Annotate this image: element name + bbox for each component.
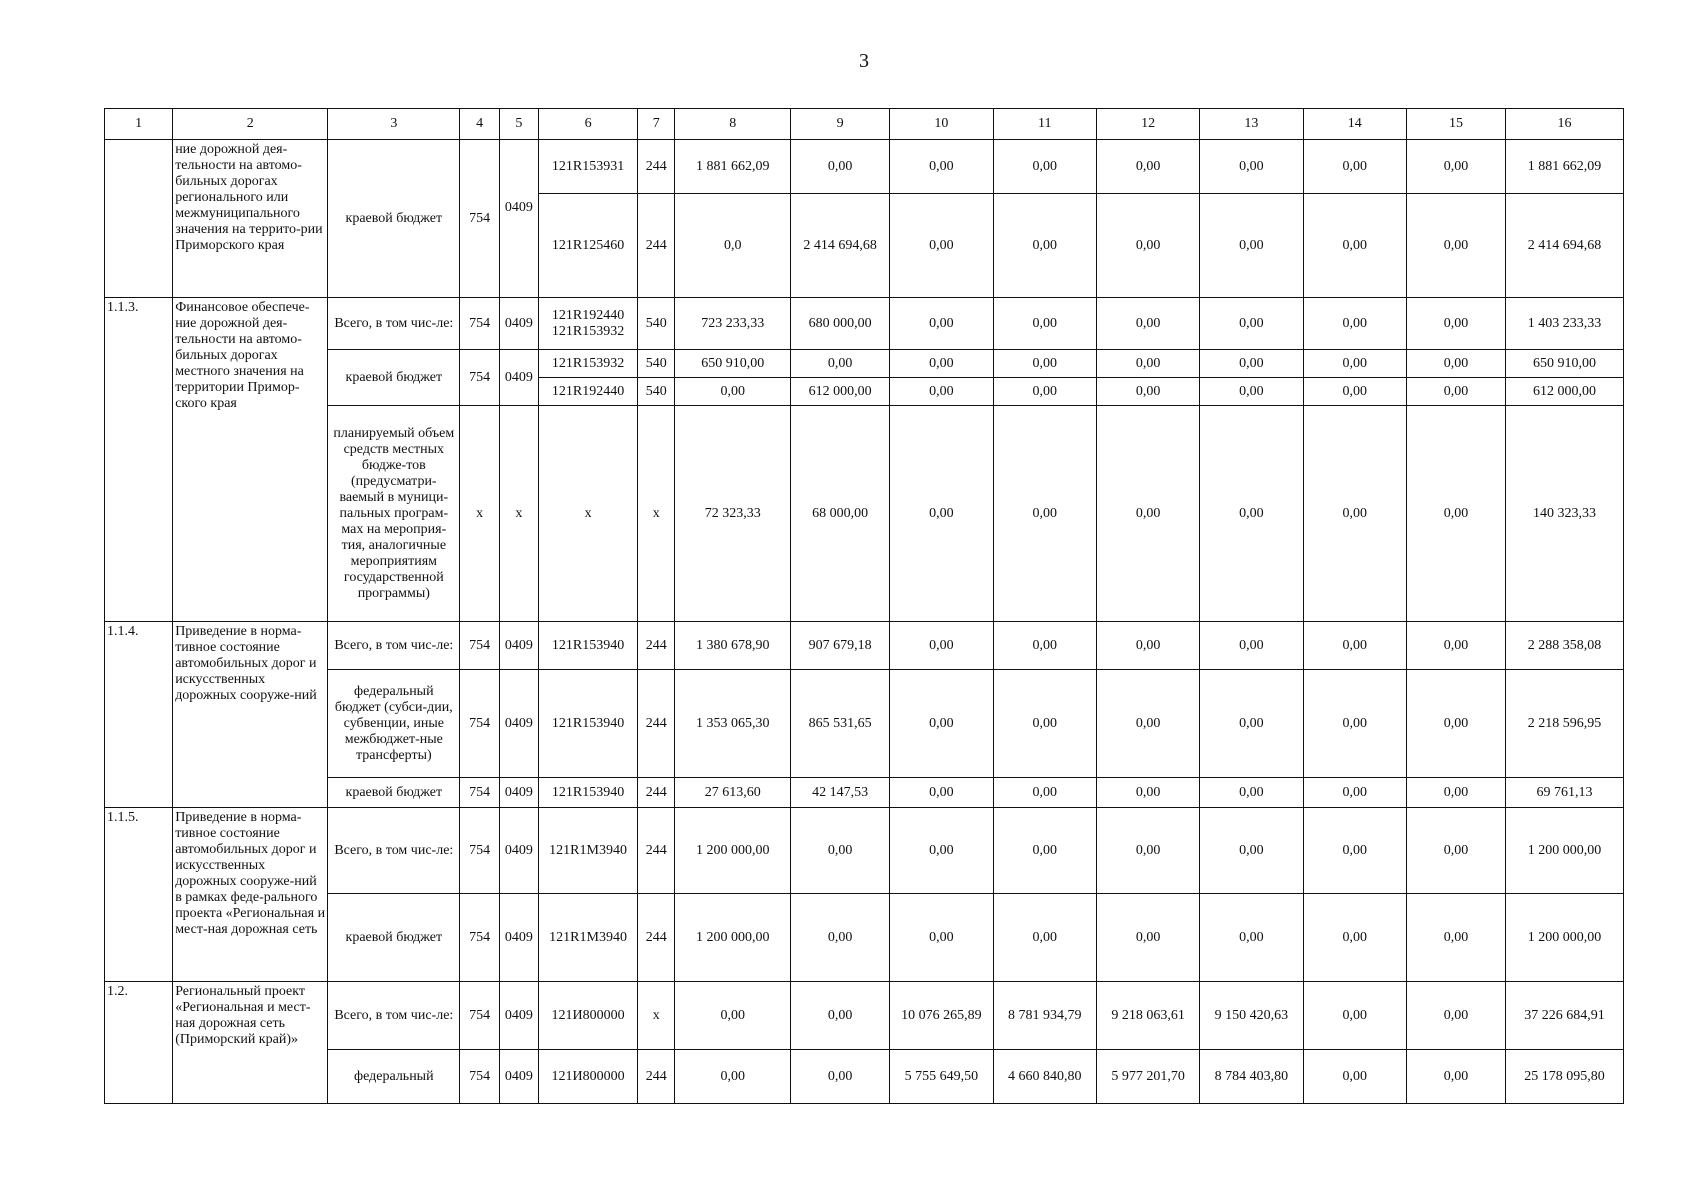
cell-value: 0,00 <box>791 1050 890 1104</box>
cell-value: 0,00 <box>1303 670 1406 778</box>
cell-value: 0,00 <box>1406 1050 1505 1104</box>
cell-value: 4 660 840,80 <box>993 1050 1096 1104</box>
cell-value: 0,00 <box>1303 378 1406 406</box>
cell-c5: 0409 <box>499 670 538 778</box>
cell-c4: 754 <box>460 670 499 778</box>
cell-code: 121R153940 <box>538 778 637 808</box>
cell-code <box>538 298 637 350</box>
cell-value: 0,00 <box>1200 350 1303 378</box>
header-cell: 12 <box>1096 109 1199 140</box>
funding-source: федеральный бюджет (субси-дии, субвенции, иные межбюджет-ные трансферты) <box>328 670 460 778</box>
cell-c5: x <box>499 406 538 622</box>
cell-value: 723 233,33 <box>675 298 791 350</box>
header-cell: 10 <box>890 109 993 140</box>
cell-value: 0,00 <box>890 140 993 194</box>
cell-value: 865 531,65 <box>791 670 890 778</box>
cell-c5: 0409 <box>499 350 538 406</box>
code-line: 121R192440 <box>551 307 625 323</box>
cell-value: 0,00 <box>675 378 791 406</box>
table-row <box>105 406 1624 622</box>
cell-value: 0,00 <box>1303 194 1406 298</box>
cell-code: 121R192440 <box>538 378 637 406</box>
cell-code: 121И800000 <box>538 1050 637 1104</box>
header-cell: 2 <box>173 109 328 140</box>
cell-value: 0,00 <box>1200 140 1303 194</box>
cell-code: 121R153940 <box>538 670 637 778</box>
cell-value: 0,00 <box>1200 378 1303 406</box>
cell-value: 0,00 <box>1303 140 1406 194</box>
cell-total: 612 000,00 <box>1506 378 1624 406</box>
cell-value: 9 150 420,63 <box>1200 982 1303 1050</box>
cell-value: 0,00 <box>1406 194 1505 298</box>
cell-value: 0,00 <box>675 982 791 1050</box>
table-row <box>105 622 1624 670</box>
cell-value: 5 977 201,70 <box>1096 1050 1199 1104</box>
cell-value: 0,00 <box>1303 778 1406 808</box>
cell-value: 5 755 649,50 <box>890 1050 993 1104</box>
cell-total: 140 323,33 <box>1506 406 1624 622</box>
cell-c4: 754 <box>460 140 499 298</box>
cell-total: 2 218 596,95 <box>1506 670 1624 778</box>
header-cell: 9 <box>791 109 890 140</box>
cell-value: 0,00 <box>993 808 1096 894</box>
cell-value: 0,00 <box>1096 894 1199 982</box>
cell-value: 0,00 <box>1200 670 1303 778</box>
cell-value: 27 613,60 <box>675 778 791 808</box>
header-row <box>105 109 1624 140</box>
header-cell: 8 <box>675 109 791 140</box>
table-row <box>105 894 1624 982</box>
cell-c7: 244 <box>638 140 675 194</box>
cell-code: 121R1M3940 <box>538 894 637 982</box>
cell-c7: 244 <box>638 894 675 982</box>
cell-value: 680 000,00 <box>791 298 890 350</box>
cell-value: 0,00 <box>890 894 993 982</box>
cell-value: 0,00 <box>1096 406 1199 622</box>
header-cell: 6 <box>538 109 637 140</box>
funding-source: краевой бюджет <box>328 778 460 808</box>
cell-c7: 244 <box>638 1050 675 1104</box>
table-row <box>105 778 1624 808</box>
cell-c4: 754 <box>460 808 499 894</box>
cell-value: 0,00 <box>1200 808 1303 894</box>
cell-value: 0,00 <box>1303 406 1406 622</box>
cell-total: 69 761,13 <box>1506 778 1624 808</box>
cell-c5: 0409 <box>499 982 538 1050</box>
funding-source: краевой бюджет <box>328 140 460 298</box>
cell-value: 0,00 <box>1406 808 1505 894</box>
header-cell: 13 <box>1200 109 1303 140</box>
header-cell: 1 <box>105 109 173 140</box>
cell-value: 0,00 <box>1406 894 1505 982</box>
cell-total: 1 200 000,00 <box>1506 894 1624 982</box>
cell-value: 0,00 <box>791 808 890 894</box>
header-cell: 14 <box>1303 109 1406 140</box>
cell-value: 0,00 <box>890 670 993 778</box>
budget-table <box>104 108 1624 1104</box>
cell-value: 68 000,00 <box>791 406 890 622</box>
cell-value: 0,00 <box>993 406 1096 622</box>
table-row <box>105 670 1624 778</box>
table-row <box>105 982 1624 1050</box>
cell-value: 0,00 <box>993 378 1096 406</box>
cell-c5: 0409 <box>499 894 538 982</box>
cell-value: 9 218 063,61 <box>1096 982 1199 1050</box>
cell-value: 0,00 <box>890 378 993 406</box>
cell-c7: 244 <box>638 194 675 298</box>
cell-value: 0,00 <box>1406 982 1505 1050</box>
cell-c7: 244 <box>638 778 675 808</box>
cell-c7: x <box>638 406 675 622</box>
cell-c4: 754 <box>460 894 499 982</box>
header-cell: 15 <box>1406 109 1505 140</box>
cell-value: 0,00 <box>1096 350 1199 378</box>
cell-code: x <box>538 406 637 622</box>
funding-source: Всего, в том чис-ле: <box>328 982 460 1050</box>
funding-source: Всего, в том чис-ле: <box>328 622 460 670</box>
cell-c4: x <box>460 406 499 622</box>
row-name: ние дорожной дея-тельности на автомо-бильных дорогах регионального или межмуниципального значения на террито-рии Приморского края <box>173 140 328 298</box>
cell-value: 650 910,00 <box>675 350 791 378</box>
cell-value: 0,00 <box>993 140 1096 194</box>
row-index: 1.1.4. <box>105 622 173 808</box>
row-name: Приведение в норма-тивное состояние автомобильных дорог и искусственных дорожных сооруже-ний в рамках феде-рального проекта «Региональная и мест-ная дорожная сеть <box>173 808 328 982</box>
table-row <box>105 298 1624 350</box>
cell-value: 0,00 <box>675 1050 791 1104</box>
row-name: Региональный проект «Региональная и мест-ная дорожная сеть (Приморский край)» <box>173 982 328 1104</box>
cell-value: 0,00 <box>791 140 890 194</box>
cell-value: 0,00 <box>890 194 993 298</box>
cell-total: 2 288 358,08 <box>1506 622 1624 670</box>
cell-value: 0,00 <box>1303 808 1406 894</box>
cell-c7: 244 <box>638 808 675 894</box>
header-cell: 5 <box>499 109 538 140</box>
cell-value: 0,00 <box>890 622 993 670</box>
cell-value: 1 200 000,00 <box>675 894 791 982</box>
cell-c5: 0409 <box>499 1050 538 1104</box>
cell-value: 0,00 <box>1406 378 1505 406</box>
funding-source: планируемый объем средств местных бюдже-тов (предусматри-ваемый в муници-пальных програм-мах на мероприя-тия, аналогичные мероприятиям государственной программы) <box>328 406 460 622</box>
header-cell: 16 <box>1506 109 1624 140</box>
cell-value: 907 679,18 <box>791 622 890 670</box>
cell-c5: 0409 <box>499 778 538 808</box>
cell-value: 0,00 <box>890 808 993 894</box>
cell-value: 0,00 <box>1096 194 1199 298</box>
cell-c7: 540 <box>638 378 675 406</box>
cell-value: 0,00 <box>890 350 993 378</box>
cell-value: 1 380 678,90 <box>675 622 791 670</box>
header-cell: 7 <box>638 109 675 140</box>
cell-value: 0,00 <box>1406 778 1505 808</box>
cell-c4: 754 <box>460 350 499 406</box>
cell-c4: 754 <box>460 1050 499 1104</box>
cell-c5: 0409 <box>499 808 538 894</box>
cell-c5: 0409 <box>499 298 538 350</box>
cell-value: 0,00 <box>1200 406 1303 622</box>
cell-value: 0,00 <box>1303 350 1406 378</box>
page-number: 3 <box>859 50 869 72</box>
cell-code: 121R153931 <box>538 140 637 194</box>
cell-value: 0,00 <box>993 194 1096 298</box>
cell-total: 2 414 694,68 <box>1506 194 1624 298</box>
cell-value: 0,00 <box>1096 808 1199 894</box>
cell-value: 0,00 <box>1406 298 1505 350</box>
cell-c4: 754 <box>460 298 499 350</box>
funding-source: краевой бюджет <box>328 894 460 982</box>
row-index: 1.1.3. <box>105 298 173 622</box>
cell-code: 121R125460 <box>538 194 637 298</box>
cell-value: 0,00 <box>1406 140 1505 194</box>
cell-value: 0,00 <box>1303 622 1406 670</box>
cell-value: 0,00 <box>993 298 1096 350</box>
cell-value: 0,00 <box>1096 778 1199 808</box>
cell-c5: 0409 <box>499 622 538 670</box>
cell-value: 0,00 <box>890 298 993 350</box>
cell-value: 0,00 <box>1406 406 1505 622</box>
cell-value: 0,00 <box>890 778 993 808</box>
cell-value: 0,00 <box>1200 298 1303 350</box>
cell-value: 0,00 <box>1406 670 1505 778</box>
cell-value: 0,00 <box>1406 350 1505 378</box>
cell-value: 0,00 <box>1303 1050 1406 1104</box>
cell-value: 2 414 694,68 <box>791 194 890 298</box>
cell-value: 0,00 <box>890 406 993 622</box>
cell-value: 0,00 <box>1096 140 1199 194</box>
header-cell: 11 <box>993 109 1096 140</box>
cell-value: 0,00 <box>993 350 1096 378</box>
cell-c7: 244 <box>638 670 675 778</box>
cell-value: 10 076 265,89 <box>890 982 993 1050</box>
cell-c7: 540 <box>638 350 675 378</box>
cell-code: 121R153940 <box>538 622 637 670</box>
cell-c7: 540 <box>638 298 675 350</box>
table-row <box>105 1050 1624 1104</box>
cell-value: 0,00 <box>1200 894 1303 982</box>
cell-c4: 754 <box>460 982 499 1050</box>
cell-c5: 0409 <box>499 140 538 298</box>
cell-value: 0,00 <box>1096 622 1199 670</box>
cell-total: 25 178 095,80 <box>1506 1050 1624 1104</box>
table-row <box>105 808 1624 894</box>
cell-value: 0,00 <box>1303 894 1406 982</box>
cell-value: 0,00 <box>1096 670 1199 778</box>
funding-source: федеральный <box>328 1050 460 1104</box>
cell-value: 1 353 065,30 <box>675 670 791 778</box>
cell-value: 42 147,53 <box>791 778 890 808</box>
row-index <box>105 140 173 298</box>
cell-value: 0,0 <box>675 194 791 298</box>
cell-value: 0,00 <box>993 894 1096 982</box>
header-cell: 4 <box>460 109 499 140</box>
cell-value: 0,00 <box>791 350 890 378</box>
cell-value: 8 781 934,79 <box>993 982 1096 1050</box>
cell-code: 121И800000 <box>538 982 637 1050</box>
cell-value: 0,00 <box>1200 194 1303 298</box>
cell-total: 37 226 684,91 <box>1506 982 1624 1050</box>
cell-value: 0,00 <box>993 622 1096 670</box>
cell-c4: 754 <box>460 622 499 670</box>
cell-c4: 754 <box>460 778 499 808</box>
cell-value: 0,00 <box>791 894 890 982</box>
code-line: 121R153932 <box>551 323 625 339</box>
cell-value: 0,00 <box>1200 778 1303 808</box>
table-row <box>105 140 1624 194</box>
cell-c7: x <box>638 982 675 1050</box>
cell-value: 1 881 662,09 <box>675 140 791 194</box>
cell-value: 1 200 000,00 <box>675 808 791 894</box>
cell-value: 0,00 <box>791 982 890 1050</box>
table-row <box>105 350 1624 378</box>
header-cell: 3 <box>328 109 460 140</box>
cell-value: 0,00 <box>1096 378 1199 406</box>
funding-source: краевой бюджет <box>328 350 460 406</box>
cell-value: 0,00 <box>1406 622 1505 670</box>
cell-value: 0,00 <box>1096 298 1199 350</box>
row-name: Приведение в норма-тивное состояние автомобильных дорог и искусственных дорожных сооруже-ний <box>173 622 328 808</box>
cell-code: 121R153932 <box>538 350 637 378</box>
funding-source: Всего, в том чис-ле: <box>328 808 460 894</box>
cell-total: 650 910,00 <box>1506 350 1624 378</box>
cell-value: 0,00 <box>1303 982 1406 1050</box>
row-index: 1.1.5. <box>105 808 173 982</box>
cell-value: 72 323,33 <box>675 406 791 622</box>
cell-value: 0,00 <box>993 670 1096 778</box>
cell-value: 612 000,00 <box>791 378 890 406</box>
cell-value: 8 784 403,80 <box>1200 1050 1303 1104</box>
cell-value: 0,00 <box>1303 298 1406 350</box>
cell-value: 0,00 <box>993 778 1096 808</box>
funding-source: Всего, в том чис-ле: <box>328 298 460 350</box>
row-name: Финансовое обеспече-ние дорожной дея-тельности на автомо-бильных дорогах местного значения на территории Примор-ского края <box>173 298 328 622</box>
row-index: 1.2. <box>105 982 173 1104</box>
cell-value: 0,00 <box>1200 622 1303 670</box>
cell-total: 1 200 000,00 <box>1506 808 1624 894</box>
cell-code: 121R1M3940 <box>538 808 637 894</box>
cell-total: 1 403 233,33 <box>1506 298 1624 350</box>
cell-c7: 244 <box>638 622 675 670</box>
cell-total: 1 881 662,09 <box>1506 140 1624 194</box>
